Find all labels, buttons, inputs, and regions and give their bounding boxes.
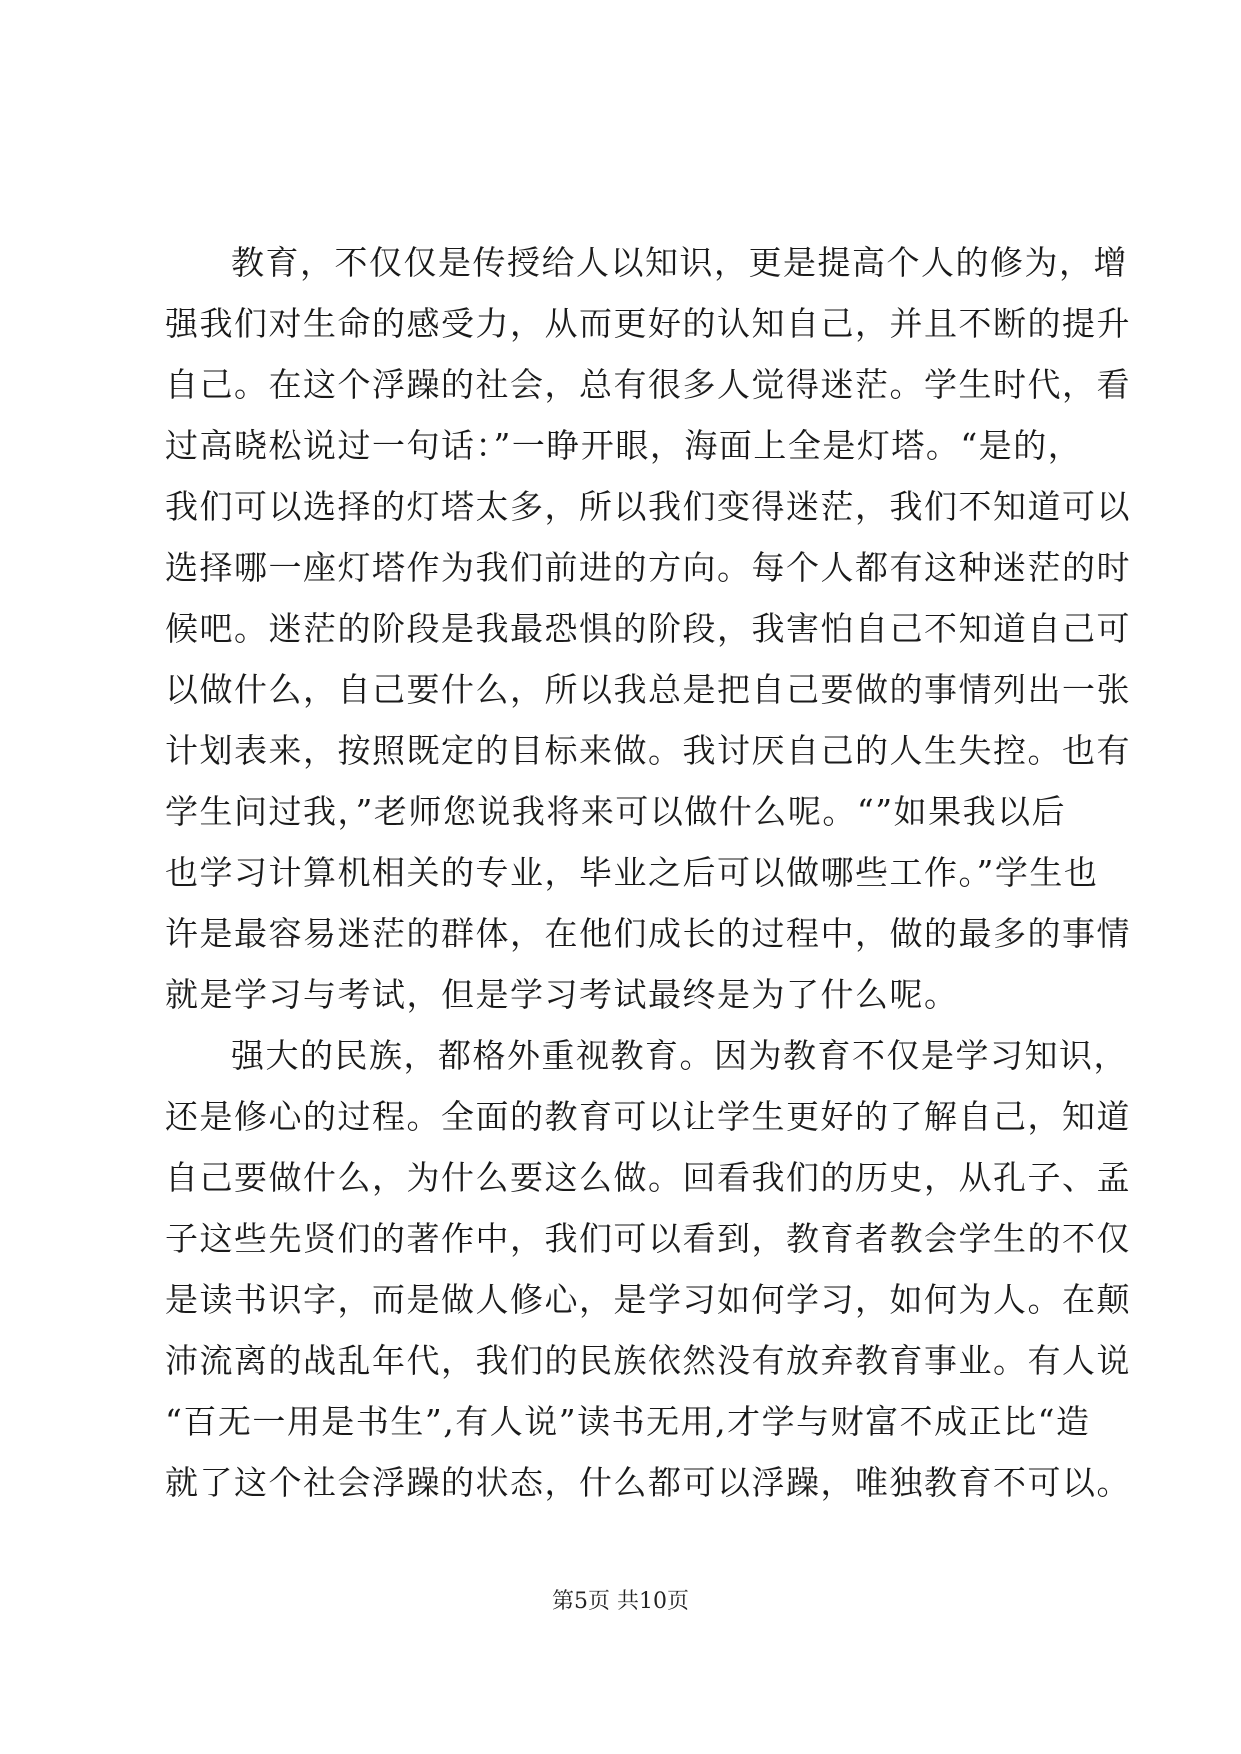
text-line: 许是最容易迷茫的群体，在他们成长的过程中，做的最多的事情 [165, 914, 1131, 953]
text-line: 候吧。迷茫的阶段是我最恐惧的阶段，我害怕自己不知道自己可 [165, 609, 1131, 648]
text-line: 就是学习与考试，但是学习考试最终是为了什么呢。 [165, 975, 959, 1014]
text-line: 计划表来，按照既定的目标来做。我讨厌自己的人生失控。也有 [165, 731, 1131, 770]
text-line: 强我们对生命的感受力，从而更好的认知自己，并且不断的提升 [165, 304, 1131, 343]
text-line: 教育，不仅仅是传授给人以知识，更是提高个人的修为，增 [231, 243, 1128, 282]
text-line: 自己要做什么，为什么要这么做。回看我们的历史，从孔子、孟 [165, 1158, 1131, 1197]
text-line: 以做什么，自己要什么，所以我总是把自己要做的事情列出一张 [165, 670, 1131, 709]
text-line: 学生问过我，”老师您说我将来可以做什么呢。“”如果我以后 [165, 792, 1067, 831]
text-line: 自己。在这个浮躁的社会，总有很多人觉得迷茫。学生时代，看 [165, 365, 1131, 404]
text-line: 子这些先贤们的著作中，我们可以看到，教育者教会学生的不仅 [165, 1219, 1131, 1258]
text-line: 也学习计算机相关的专业，毕业之后可以做哪些工作。”学生也 [165, 853, 1099, 892]
text-line: 就了这个社会浮躁的状态，什么都可以浮躁，唯独教育不可以。 [165, 1463, 1131, 1502]
text-line: 我们可以选择的灯塔太多，所以我们变得迷茫，我们不知道可以 [165, 487, 1131, 526]
text-line: 选择哪一座灯塔作为我们前进的方向。每个人都有这种迷茫的时 [165, 548, 1131, 587]
text-line: 沛流离的战乱年代，我们的民族依然没有放弃教育事业。有人说 [165, 1341, 1131, 1380]
document-body [165, 232, 1131, 1513]
text-line: 过高晓松说过一句话：”一睁开眼，海面上全是灯塔。“是的， [165, 426, 1083, 465]
page-number-footer: 第5页 共10页 [552, 1589, 689, 1614]
text-line: 是读书识字，而是做人修心，是学习如何学习，如何为人。在颠 [165, 1280, 1131, 1319]
text-line: 强大的民族，都格外重视教育。因为教育不仅是学习知识， [231, 1036, 1128, 1075]
text-line: 还是修心的过程。全面的教育可以让学生更好的了解自己，知道 [165, 1097, 1131, 1136]
text-line: “百无一用是书生”,有人说”读书无用,才学与财富不成正比“造 [165, 1402, 1091, 1441]
